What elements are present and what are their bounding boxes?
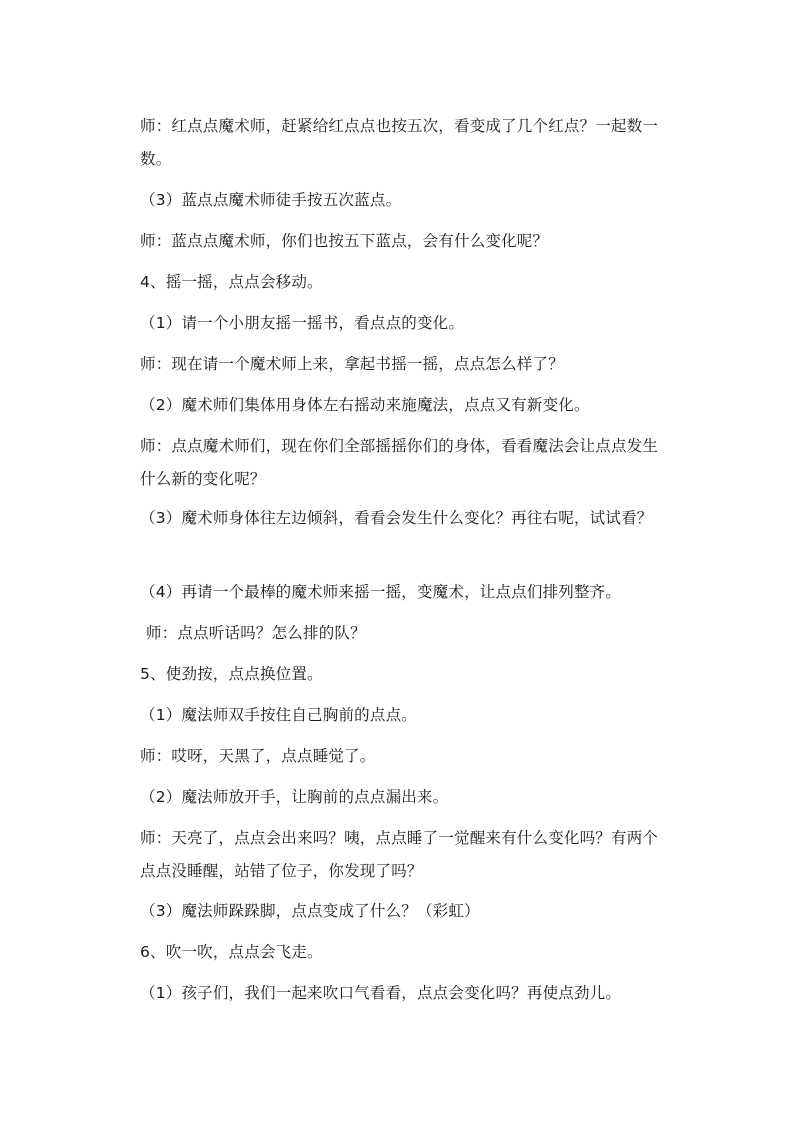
paragraph-step-2-group-sway: （2）魔术师们集体用身体左右摇动来施魔法，点点又有新变化。 <box>140 395 590 414</box>
paragraph-teacher-red-dots: 师：红点点魔术师，赶紧给红点点也按五次，看变成了几个红点？一起数一数。 <box>140 116 659 168</box>
paragraph-teacher-morning: 师：天亮了，点点会出来吗？咦，点点睡了一觉醒来有什么变化吗？有两个点点没睡醒，站错了位子，你发现了吗？ <box>140 828 659 880</box>
heading-section-4: 4、摇一摇，点点会移动。 <box>140 272 323 291</box>
paragraph-step-1-cover-dots: （1）魔法师双手按住自己胸前的点点。 <box>140 705 417 724</box>
heading-section-5: 5、使劲按，点点换位置。 <box>140 664 323 683</box>
paragraph-step-1-shake-book: （1）请一个小朋友摇一摇书，看点点的变化。 <box>140 313 465 332</box>
paragraph-step-3-lean: （3）魔术师身体往左边倾斜，看看会发生什么变化？再往右呢，试试看？ <box>140 508 653 527</box>
paragraph-step-2-release: （2）魔法师放开手，让胸前的点点漏出来。 <box>140 787 449 806</box>
paragraph-teacher-night: 师：哎呀，天黑了，点点睡觉了。 <box>140 746 376 765</box>
heading-section-6: 6、吹一吹，点点会飞走。 <box>140 942 323 961</box>
paragraph-teacher-obedient: 师：点点听话吗？怎么排的队？ <box>146 623 366 642</box>
paragraph-step-1-blow: （1）孩子们，我们一起来吹口气看看，点点会变化吗？再使点劲儿。 <box>140 983 622 1002</box>
paragraph-step-3-blue-dots: （3）蓝点点魔术师徒手按五次蓝点。 <box>140 190 402 209</box>
paragraph-teacher-group-sway: 师：点点魔术师们，现在你们全部摇摇你们的身体，看看魔法会让点点发生什么新的变化呢？ <box>140 436 659 488</box>
paragraph-teacher-blue-dots: 师：蓝点点魔术师，你们也按五下蓝点，会有什么变化呢？ <box>140 231 549 250</box>
paragraph-step-4-line-up: （4）再请一个最棒的魔术师来摇一摇，变魔术，让点点们排列整齐。 <box>140 582 622 601</box>
paragraph-step-3-stomp: （3）魔法师跺跺脚，点点变成了什么？（彩虹） <box>140 901 480 920</box>
paragraph-teacher-shake-book: 师：现在请一个魔术师上来，拿起书摇一摇，点点怎么样了？ <box>140 354 564 373</box>
